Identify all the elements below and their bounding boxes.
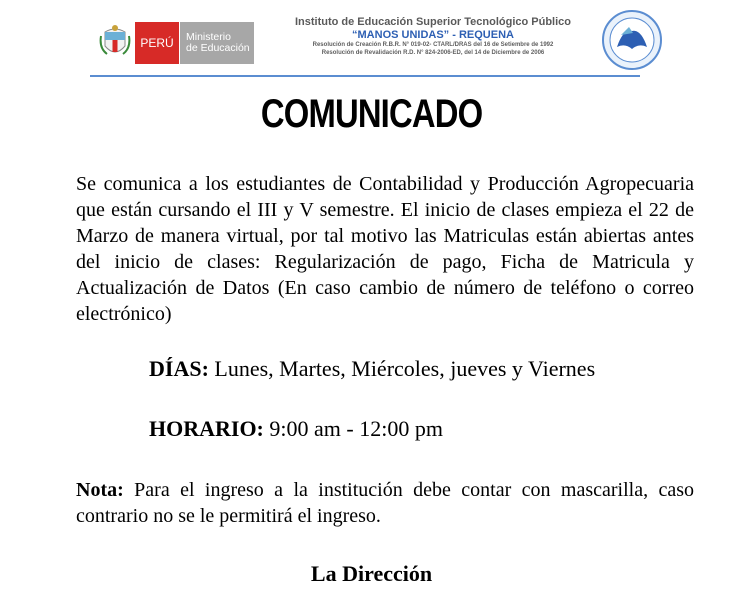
note-text: Para el ingreso a la institución debe contar con mascarilla, caso contrario no se le permitirá el ingreso. xyxy=(76,479,694,527)
signature: La Dirección xyxy=(310,561,433,586)
schedule-value: 9:00 am - 12:00 pm xyxy=(263,416,443,441)
header-divider xyxy=(90,75,640,77)
note-paragraph xyxy=(76,477,694,529)
institute-info xyxy=(268,16,598,57)
peru-label: PERÚ xyxy=(140,36,174,50)
ministry-line-2: de Educación xyxy=(186,42,250,54)
institute-logo-icon xyxy=(599,9,665,71)
schedule-label: HORARIO: xyxy=(149,416,264,441)
institute-subtitle: “MANOS UNIDAS” - REQUENA xyxy=(352,29,514,41)
days-value: Lunes, Martes, Miércoles, jueves y Viernes xyxy=(208,356,596,381)
institute-name: Instituto de Educación Superior Tecnológico Público xyxy=(294,16,572,28)
note-label: Nota: xyxy=(76,479,124,501)
page-title: COMUNICADO xyxy=(260,92,483,136)
resolution-revalidation: Resolución de Revalidación R.D. N° 824-2006-ED, del 14 de Diciembre de 2006 xyxy=(321,50,545,56)
days-label: DÍAS: xyxy=(149,356,209,381)
resolution-creation: Resolución de Creación R.B.R. N° 019-02- CTARL/DRAS del 16 de Setiembre de 1992 xyxy=(312,42,554,48)
schedule-line xyxy=(149,416,443,442)
ministry-label-box xyxy=(180,22,254,64)
document-header xyxy=(0,0,743,80)
announcement-paragraph: Se comunica a los estudiantes de Contabilidad y Producción Agropecuaria que están cursando el III y V semestre. El inicio de clases empieza el 22 de Marzo de manera virtual, por tal motivo las Matriculas están abiertas antes del inicio de clases: Regularización de pago, Ficha de Matricula y Actualización de Datos (En caso cambio de número de teléfono o correo electrónico) xyxy=(76,173,694,325)
ministry-line-1: Ministerio xyxy=(186,31,231,43)
peru-coat-of-arms-icon xyxy=(99,22,131,62)
days-line xyxy=(149,356,595,382)
peru-label-box xyxy=(135,22,179,64)
